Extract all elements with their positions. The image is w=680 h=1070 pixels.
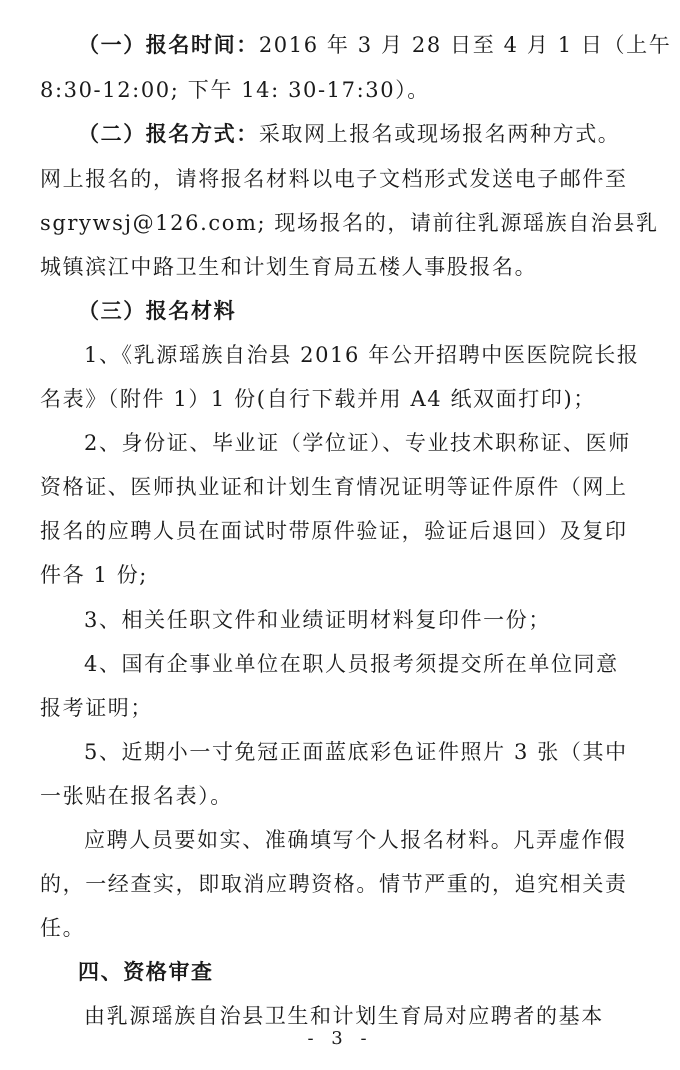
page-number: - 3 -: [307, 1028, 373, 1049]
item4-line2: 报考证明；: [40, 696, 153, 720]
section2-heading: （二）报名方式：: [78, 122, 259, 146]
item5-line1: 5、近期小一寸免冠正面蓝底彩色证件照片 3 张（其中: [84, 740, 628, 764]
section3-heading: （三）报名材料: [78, 299, 237, 323]
section2-line2: 网上报名的，请将报名材料以电子文档形式发送电子邮件至: [40, 167, 628, 191]
item1-line2: 名表》（附件 1）1 份(自行下载并用 A4 纸双面打印)；: [40, 387, 596, 411]
notice-line1: 应聘人员要如实、准确填写个人报名材料。凡弄虚作假: [84, 828, 627, 852]
item2-line3: 报名的应聘人员在面试时带原件验证，验证后退回）及复印: [40, 519, 628, 543]
section1-line1: [78, 31, 671, 59]
item5-line2: 一张贴在报名表）。: [40, 784, 233, 808]
item2-line2: 资格证、医师执业证和计划生育情况证明等证件原件（网上: [40, 475, 628, 499]
section2-line1: [78, 120, 620, 148]
item4-line1: 4、国有企事业单位在职人员报考须提交所在单位同意: [84, 652, 619, 676]
section4-line1: 由乳源瑶族自治县卫生和计划生育局对应聘者的基本: [84, 1004, 604, 1028]
notice-line3: 任。: [40, 916, 86, 940]
section2-text1: 采取网上报名或现场报名两种方式。: [258, 122, 621, 146]
section1-text1: 2016 年 3 月 28 日至 4 月 1 日（上午: [258, 33, 672, 57]
section1-line2: 8:30-12:00; 下午 14: 30-17:30）。: [40, 78, 430, 102]
section2-line4: 城镇滨江中路卫生和计划生育局五楼人事股报名。: [40, 255, 538, 279]
item3-line1: 3、相关任职文件和业绩证明材料复印件一份；: [84, 608, 551, 632]
item1-line1: 1、《乳源瑶族自治县 2016 年公开招聘中医医院院长报: [84, 343, 640, 367]
item2-line1: 2、身份证、毕业证（学位证）、专业技术职称证、医师: [84, 431, 631, 455]
section2-line3: sgrywsj@126.com; 现场报名的，请前往乳源瑶族自治县乳: [40, 211, 659, 235]
item2-line4: 件各 1 份;: [40, 563, 148, 587]
section4-heading: 四、资格审查: [78, 960, 214, 984]
section1-heading: （一）报名时间：: [78, 33, 259, 57]
notice-line2: 的，一经查实，即取消应聘资格。情节严重的，追究相关责: [40, 872, 628, 896]
